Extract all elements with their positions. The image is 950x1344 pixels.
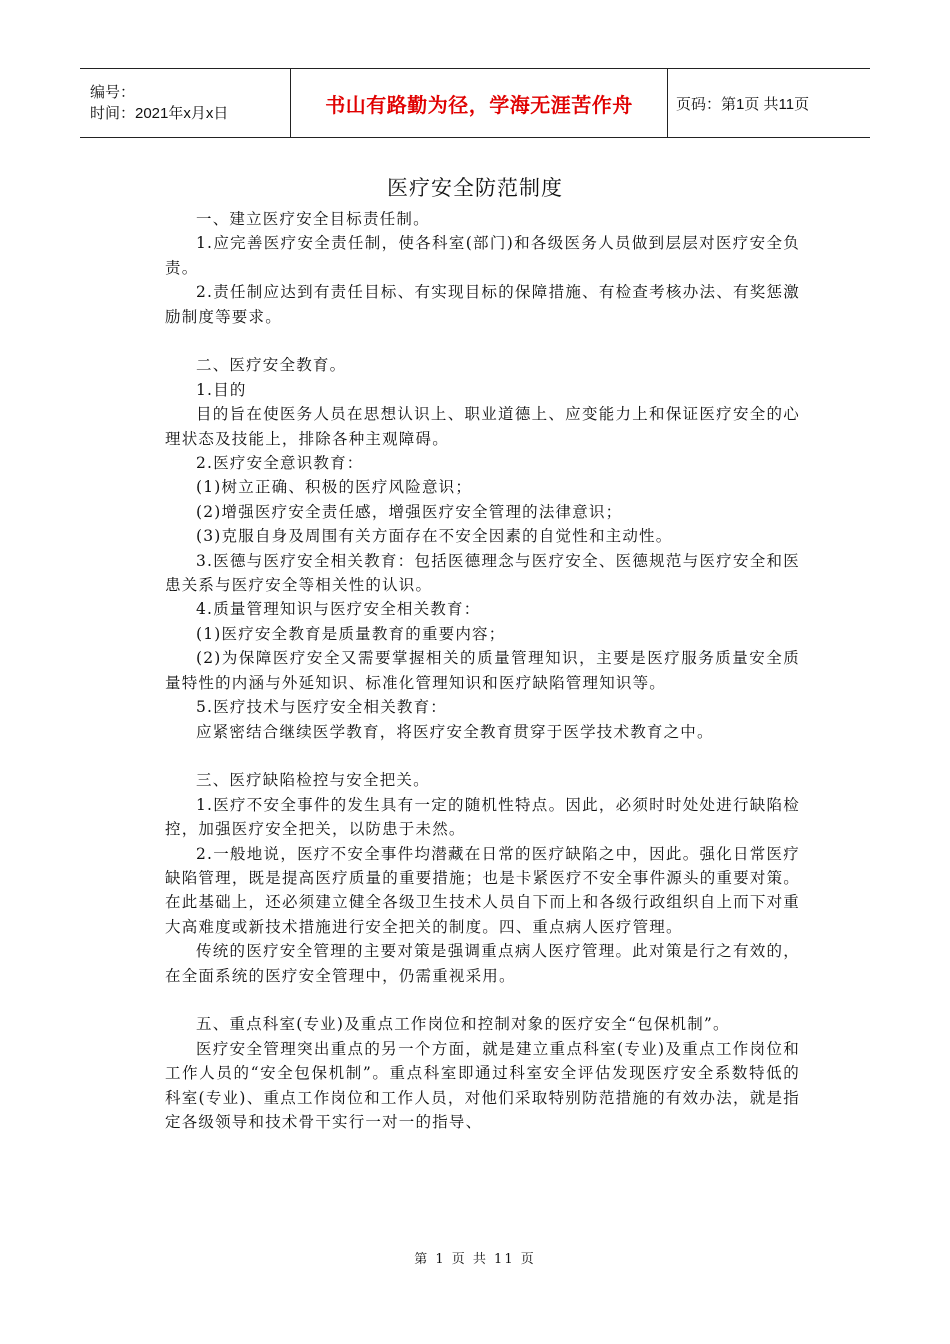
paragraph: 三、医疗缺陷检控与安全把关。 bbox=[196, 771, 430, 790]
paragraph: 2.医疗安全意识教育： bbox=[196, 454, 364, 473]
paragraph: 3.医德与医疗安全相关教育：包括医德理念与医疗安全、医德规范与医疗安全和医患关系与医疗安全等相关性的认识。 bbox=[165, 551, 800, 595]
header-page-cell bbox=[668, 69, 870, 137]
page-header bbox=[80, 68, 870, 138]
paragraph: 1.医疗不安全事件的发生具有一定的随机性特点。因此，必须时时处处进行缺陷检控，加强医疗安全把关，以防患于未然。 bbox=[165, 795, 800, 839]
page-footer: 第 1 页 共 11 页 bbox=[414, 1252, 536, 1267]
document-body bbox=[165, 207, 800, 1134]
paragraph: 传统的医疗安全管理的主要对策是强调重点病人医疗管理。此对策是行之有效的，在全面系统的医疗安全管理中，仍需重视采用。 bbox=[165, 942, 800, 985]
header-motto: 书山有路勤为径，学海无涯苦作舟 bbox=[325, 92, 633, 117]
header-meta bbox=[80, 69, 290, 137]
paragraph: (2)增强医疗安全责任感，增强医疗安全管理的法律意识； bbox=[196, 502, 623, 521]
paragraph: 医疗安全管理突出重点的另一个方面，就是建立重点科室(专业)及重点工作岗位和工作人员的“安全包保机制”。重点科室即通过科室安全评估发现医疗安全系数特低的科室(专业)、重点工作岗位和工作人员，对他们采取特别防范措施的有效办法，就是指定各级领导和技术骨干实行一对一的指导、 bbox=[165, 1039, 800, 1131]
paragraph: 应紧密结合继续医学教育，将医疗安全教育贯穿于医学技术教育之中。 bbox=[196, 722, 714, 741]
document-title: 医疗安全防范制度 bbox=[387, 176, 563, 200]
document-date-label: 时间：2021年x月x日 bbox=[90, 105, 229, 122]
paragraph: 4.质量管理知识与医疗安全相关教育： bbox=[196, 600, 481, 619]
paragraph: (3)克服自身及周围有关方面存在不安全因素的自觉性和主动性。 bbox=[196, 527, 673, 546]
paragraph: 五、重点科室(专业)及重点工作岗位和控制对象的医疗安全“包保机制”。 bbox=[196, 1015, 730, 1034]
paragraph: 目的旨在使医务人员在思想认识上、职业道德上、应变能力上和保证医疗安全的心理状态及技能上，排除各种主观障碍。 bbox=[165, 405, 800, 448]
paragraph: 二、医疗安全教育。 bbox=[196, 356, 347, 375]
blank-line bbox=[165, 988, 800, 1012]
paragraph: (1)树立正确、积极的医疗风险意识； bbox=[196, 478, 473, 497]
blank-line bbox=[165, 329, 800, 353]
paragraph: (1)医疗安全教育是质量教育的重要内容； bbox=[196, 624, 506, 643]
paragraph: 1.目的 bbox=[196, 380, 247, 399]
paragraph: 5.医疗技术与医疗安全相关教育： bbox=[196, 698, 447, 717]
document-number-label: 编号： bbox=[90, 84, 136, 101]
header-page-label: 页码：第1页 共11页 bbox=[676, 95, 810, 113]
blank-line bbox=[165, 744, 800, 768]
paragraph: 2.一般地说，医疗不安全事件均潜藏在日常的医疗缺陷之中，因此。强化日常医疗缺陷管理，既是提高医疗质量的重要措施；也是卡紧医疗不安全事件源头的重要对策。在此基础上，还必须建立健全各级卫生技术人员自下而上和各级行政组织自上而下对重大高难度或新技术措施进行安全把关的制度。四、重点病人医疗管理。 bbox=[165, 844, 800, 936]
header-motto-cell bbox=[290, 69, 668, 137]
paragraph: 2.责任制应达到有责任目标、有实现目标的保障措施、有检查考核办法、有奖惩激励制度等要求。 bbox=[165, 283, 800, 326]
paragraph: 1.应完善医疗安全责任制，使各科室(部门)和各级医务人员做到层层对医疗安全负责。 bbox=[165, 234, 800, 277]
paragraph: 一、建立医疗安全目标责任制。 bbox=[196, 210, 430, 228]
paragraph: (2)为保障医疗安全又需要掌握相关的质量管理知识，主要是医疗服务质量安全质量特性的内涵与外延知识、标准化管理知识和医疗缺陷管理知识等。 bbox=[165, 649, 800, 692]
